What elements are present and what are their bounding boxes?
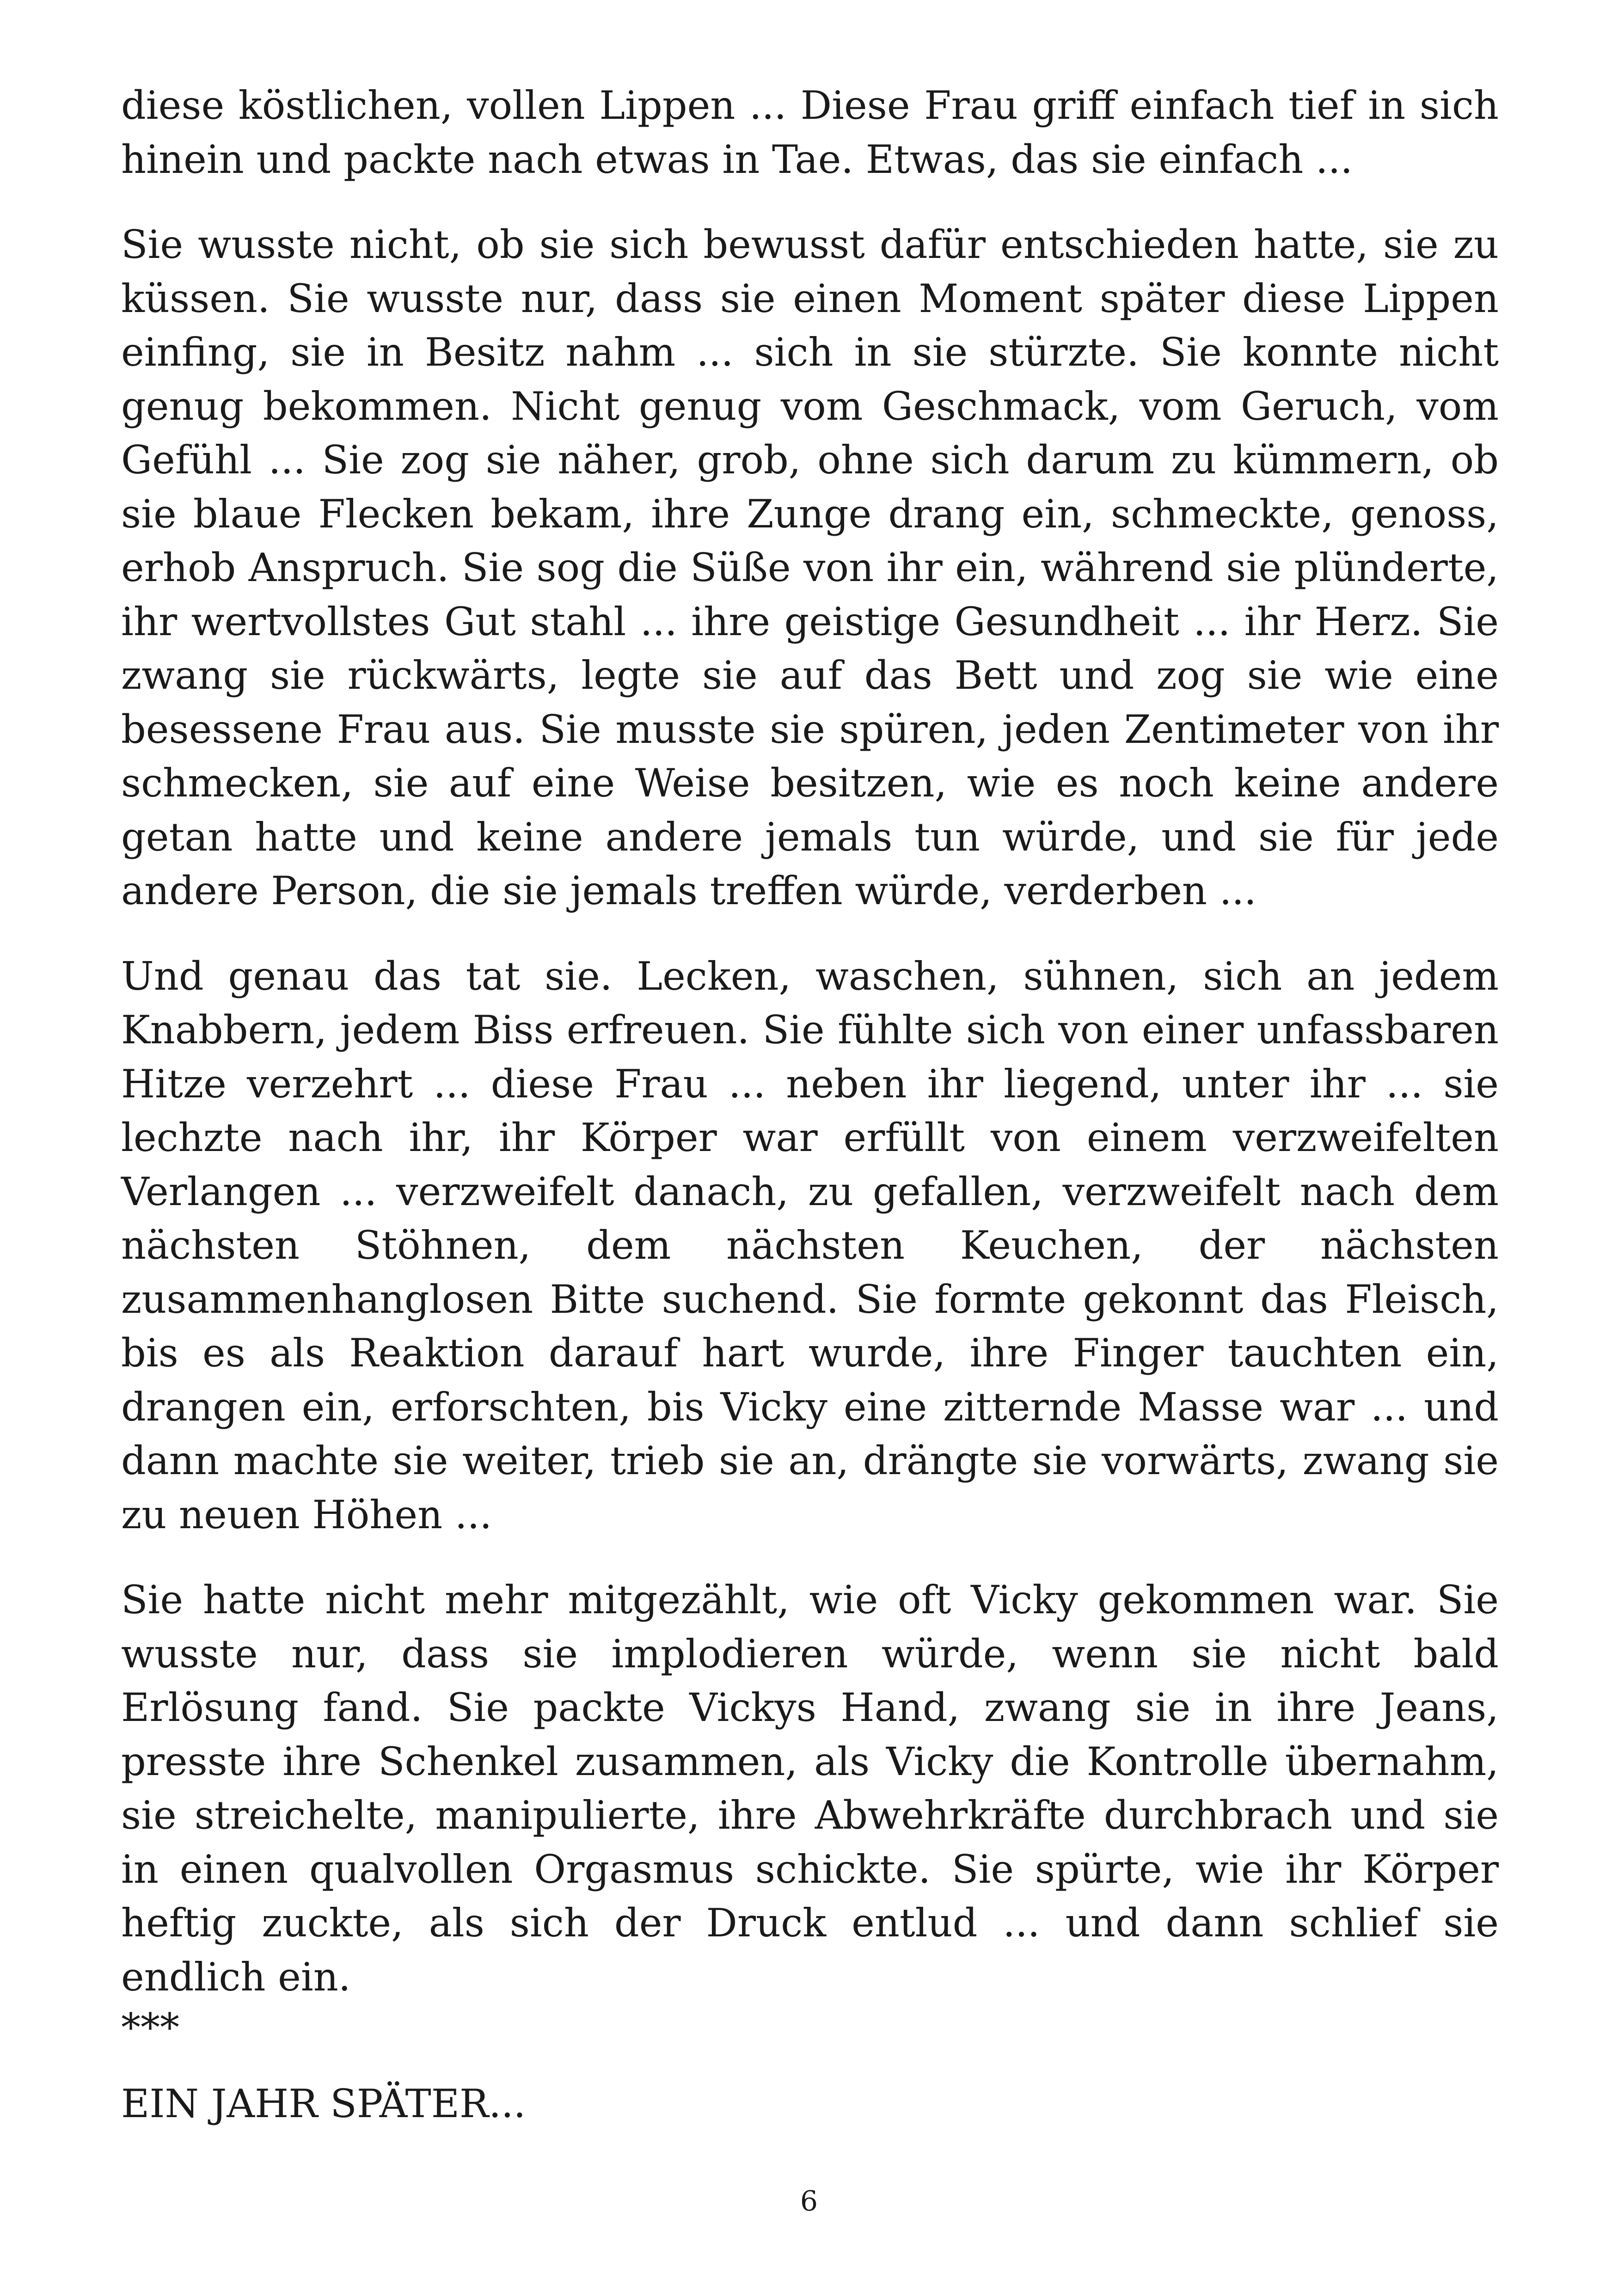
- paragraph-4: Sie hatte nicht mehr mitgezählt, wie oft Vicky gekommen war. Sie wusste nur, dass sie implodieren würde, wenn sie nicht bald Erlösung fand. Sie packte Vickys Hand, zwang sie in ihre Jeans, presste ihre Schenkel zusammen, als Vicky die Kontrolle übernahm, sie streichelte, manipulierte, ihre Abwehrkräfte durchbrach und sie in einen qualvollen Orgasmus schickte. Sie spürte, wie ihr Körper heftig zuckte, als sich der Druck entlud ... und dann schlief sie endlich ein.: [121, 1577, 1499, 2000]
- paragraph-1: diese köstlichen, vollen Lippen ... Diese Frau griff einfach tief in sich hinein und packte nach etwas in Tae. Etwas, das sie einfach ...: [121, 83, 1499, 182]
- paragraph-3: Und genau das tat sie. Lecken, waschen, sühnen, sich an jedem Knabbern, jedem Biss erfreuen. Sie fühlte sich von einer unfassbaren Hitze verzehrt ... diese Frau ... neben ihr liegend, unter ihr ... sie lechzte nach ihr, ihr Körper war erfüllt von einem verzweifelten Verlangen ... verzweifelt danach, zu gefallen, verzweifelt nach dem nächsten Stöhnen, dem nächsten Keuchen, der nächsten zusammenhanglosen Bitte suchend. Sie formte gekonnt das Fleisch, bis es als Reaktion darauf hart wurde, ihre Finger tauchten ein, drangen ein, erforschten, bis Vicky eine zitternde Masse war ... und dann machte sie weiter, trieb sie an, drängte sie vorwärts, zwang sie zu neuen Höhen ...: [121, 953, 1499, 1537]
- page-body: [121, 79, 1499, 2035]
- paragraph-2: Sie wusste nicht, ob sie sich bewusst dafür entschieden hatte, sie zu küssen. Sie wusste nur, dass sie einen Moment später diese Lippen einfing, sie in Besitz nahm ... sich in sie stürzte. Sie konnte nicht genug bekommen. Nicht genug vom Geschmack, vom Geruch, vom Gefühl ... Sie zog sie näher, grob, ohne sich darum zu kümmern, ob sie blaue Flecken bekam, ihre Zunge drang ein, schmeckte, genoss, erhob Anspruch. Sie sog die Süße von ihr ein, während sie plünderte, ihr wertvollstes Gut stahl ... ihre geistige Gesundheit ... ihr Herz. Sie zwang sie rückwärts, legte sie auf das Bett und zog sie wie eine besessene Frau aus. Sie musste sie spüren, jeden Zentimeter von ihr schmecken, sie auf eine Weise besitzen, wie es noch keine andere getan hatte und keine andere jemals tun würde, und sie für jede andere Person, die sie jemals treffen würde, verderben ...: [121, 222, 1499, 913]
- section-heading: EIN JAHR SPÄTER...: [121, 2081, 526, 2126]
- scene-separator: ***: [121, 2005, 179, 2050]
- page-number: 6: [800, 2185, 818, 2217]
